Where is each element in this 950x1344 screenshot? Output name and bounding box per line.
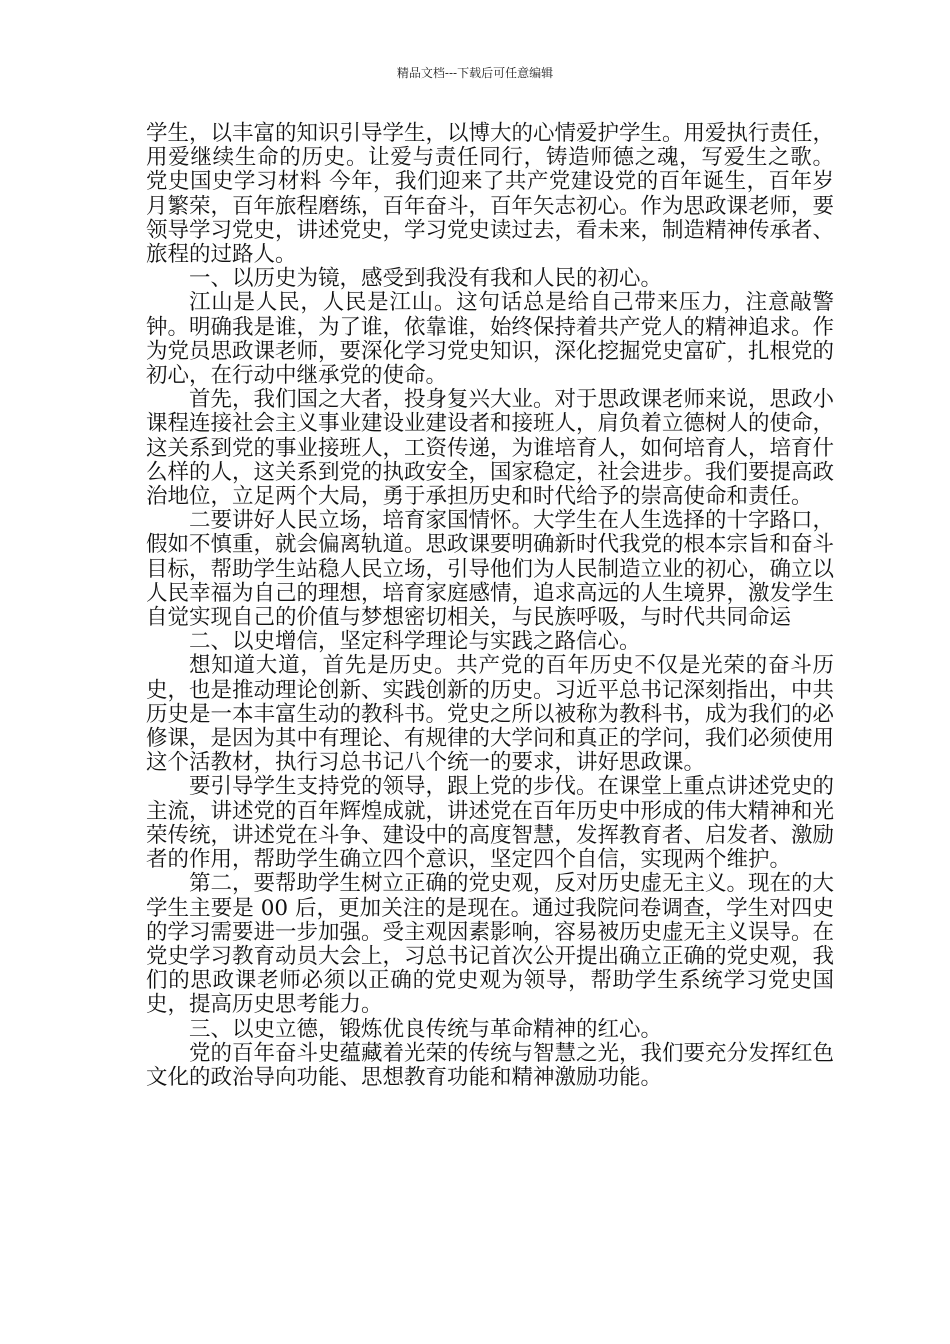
page-header: 精品文档---下载后可任意编辑 <box>396 66 554 80</box>
paragraph-6: 要引导学生支持党的领导，跟上党的步伐。在课堂上重点讲述党史的主流，讲述党的百年辉煌成就，讲述党在百年历史中形成的伟大精神和光荣传统，讲述党在斗争、建设中的高度智慧，发挥教育者、启发者、激励者的作用，帮助学生确立四个意识，坚定四个自信，实现两个维护。 <box>146 774 835 873</box>
paragraph-7: 第二，要帮助学生树立正确的党史观，反对历史虚无主义。现在的大学生主要是 00 后，更加关注的是现在。通过我院问卷调查，学生对四史的学习需要进一步加强。受主观因素影响，容易被历史虚无主义误导。在党史学习教育动员大会上，习总书记首次公开提出确立正确的党史观，我们的思政课老师必须以正确的党史观为领导，帮助学生系统学习党史国史，提高历史思考能力。 <box>146 871 835 1018</box>
paragraph-8: 党的百年奋斗史蕴藏着光荣的传统与智慧之光，我们要充分发挥红色文化的政治导向功能、思想教育功能和精神激励功能。 <box>146 1040 835 1090</box>
document-body <box>146 122 834 1090</box>
paragraph-5: 想知道大道，首先是历史。共产党的百年历史不仅是光荣的奋斗历史，也是推动理论创新、实践创新的历史。习近平总书记深刻指出，中共历史是一本丰富生动的教科书。党史之所以被称为教科书，成为我们的必修课，是因为其中有理论、有规律的大学问和真正的学问，我们必须使用这个活教材，执行习总书记八个统一的要求，讲好思政课。 <box>146 653 835 776</box>
section-heading-1: 一、以历史为镜，感受到我没有我和人民的初心。 <box>189 266 663 292</box>
paragraph-2: 江山是人民，人民是江山。这句话总是给自己带来压力，注意敲警钟。明确我是谁，为了谁，依靠谁，始终保持着共产党人的精神追求。作为党员思政课老师，要深化学习党史知识，深化挖掘党史富矿，扎根党的初心，在行动中继承党的使命。 <box>146 290 835 389</box>
paragraph-3: 首先，我们国之大者，投身复兴大业。对于思政课老师来说，思政小课程连接社会主义事业建设业建设者和接班人，肩负着立德树人的使命，这关系到党的事业接班人，工资传递，为谁培育人，如何培育人，培育什么样的人，这关系到党的执政安全，国家稳定，社会进步。我们要提高政治地位，立足两个大局，勇于承担历史和时代给予的崇高使命和责任。 <box>146 387 835 510</box>
section-heading-2: 二、以史增信，坚定科学理论与实践之路信心。 <box>189 629 641 655</box>
paragraph-4: 二要讲好人民立场，培育家国情怀。大学生在人生选择的十字路口，假如不慎重，就会偏离轨道。思政课要明确新时代我党的根本宗旨和奋斗目标，帮助学生站稳人民立场，引导他们为人民制造立业的初心，确立以人民幸福为自己的理想，培育家庭感情，追求高远的人生境界，激发学生自觉实现自己的价值与梦想密切相关，与民族呼吸，与时代共同命运 <box>146 508 835 631</box>
section-heading-3: 三、以史立德，锻炼优良传统与革命精神的红心。 <box>189 1016 663 1042</box>
paragraph-1: 学生，以丰富的知识引导学生，以博大的心情爱护学生。用爱执行责任，用爱继续生命的历史。让爱与责任同行，铸造师德之魂，写爱生之歌。 党史国史学习材料 今年，我们迎来了共产党建设党的百年诞生，百年岁月繁荣，百年旅程磨练，百年奋斗，百年矢志初心。作为思政课老师，要领导学习党史，讲述党史，学习党史读过去，看未来，制造精神传承者、旅程的过路人。 <box>146 121 835 268</box>
